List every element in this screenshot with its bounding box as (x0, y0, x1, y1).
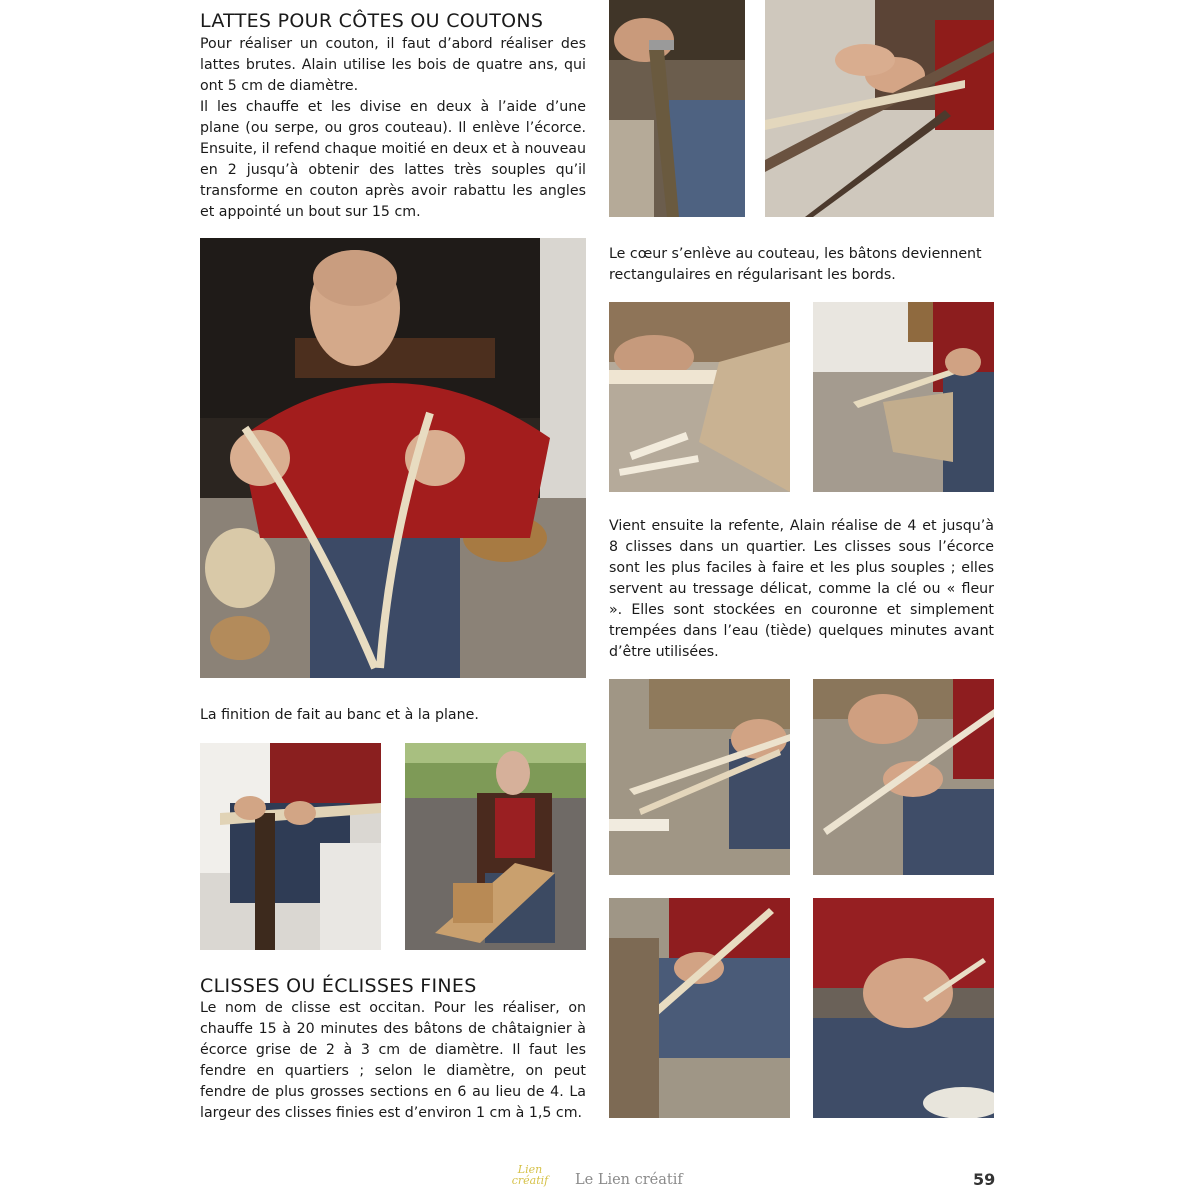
photo-refente-3 (609, 898, 790, 1118)
photo-outdoor-bench (405, 743, 586, 950)
photo-trimming-edges (813, 302, 994, 492)
magazine-name: Le Lien créatif (575, 1172, 683, 1188)
photo-splitting-sticks (765, 0, 994, 217)
caption-refente: Vient ensuite la refente, Alain réalise de 4 et jusqu’à 8 clisses dans un quartier. Les clisses sous l’écorce sont les plus faciles à faire et les plus souples ; elles servent au tressage délicat, comme la clé ou « fleur ». Elles sont stockées en couronne et simplement trempées dans l’eau (tiède) quelques minutes avant d’être utilisées. (609, 518, 994, 660)
paragraph: Il les chauffe et les divise en deux à l’aide d’une plane (ou serpe, ou gros couteau). Il enlève l’écorce. Ensuite, il refend chaque moitié en deux et à nouveau en 2 jusqu’à obtenir des lattes très souples qu’il transforme en couton après avoir rabattu les angles et appointé un bout sur 15 cm. (200, 99, 586, 220)
photo-refente-1 (609, 679, 790, 875)
photo-refente-4 (813, 898, 994, 1118)
photo-splitting-knife (609, 0, 745, 217)
section-heading-clisses: CLISSES OU ÉCLISSES FINES (200, 975, 477, 997)
photo-bench-shaving (200, 743, 381, 950)
paragraph: Pour réaliser un couton, il faut d’abord réaliser des lattes brutes. Alain utilise les bois de quatre ans, qui ont 5 cm de diamètre. (200, 36, 586, 94)
section-body-lattes (200, 34, 586, 223)
photo-removing-core (609, 302, 790, 492)
logo-line: créatif (511, 1174, 549, 1187)
caption-finition: La finition de fait au banc et à la plane. (200, 707, 479, 723)
caption-coeur: Le cœur s’enlève au couteau, les bâtons deviennent rectangulaires en régularisant les bords. (609, 246, 982, 283)
section-body-clisses: Le nom de clisse est occitan. Pour les réaliser, on chauffe 15 à 20 minutes des bâtons de châtaignier à écorce grise de 2 à 3 cm de diamètre. Il faut les fendre en quartiers ; selon le diamètre, on peut fendre de plus grosses sections en 6 au lieu de 4. La largeur des clisses finies est d’environ 1 cm à 1,5 cm. (200, 1000, 586, 1121)
magazine-logo (500, 1164, 560, 1186)
photo-refente-2 (813, 679, 994, 875)
section-heading-lattes: LATTES POUR CÔTES OU COUTONS (200, 10, 544, 32)
photo-man-bending-strips (200, 238, 586, 678)
page-number: 59 (973, 1170, 996, 1189)
logo-line: Lien (517, 1163, 543, 1176)
